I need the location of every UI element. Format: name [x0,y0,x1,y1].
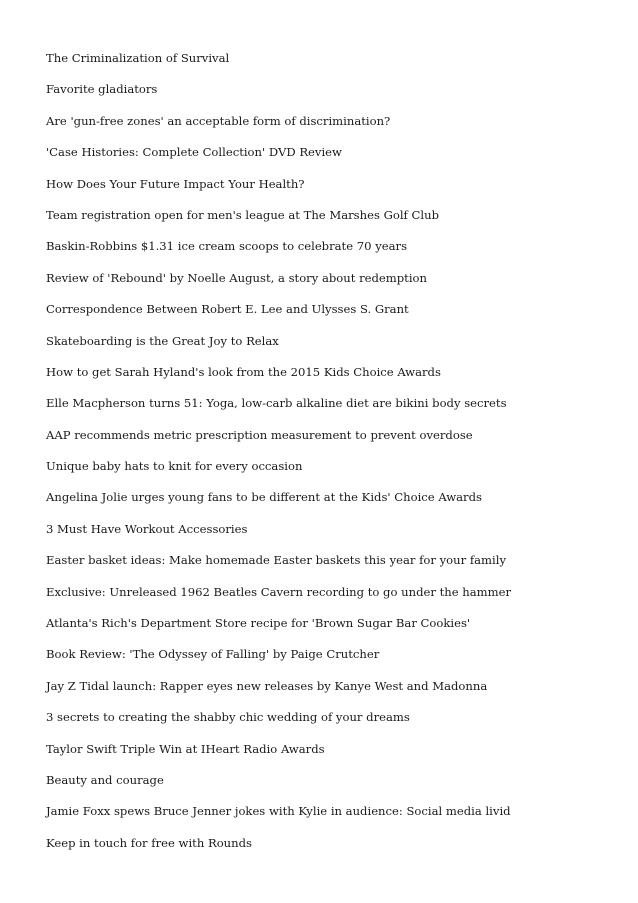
article-title: Favorite gladiators [46,82,158,97]
article-title: 'Case Histories: Complete Collection' DVD Review [46,145,342,160]
article-title: The Criminalization of Survival [46,51,230,65]
article-title: Taylor Swift Triple Win at IHeart Radio Awards [46,741,325,756]
article-title: Skateboarding is the Great Joy to Relax [46,333,279,348]
article-title: Correspondence Between Robert E. Lee and Ulysses S. Grant [46,302,409,317]
article-title: Are 'gun-free zones' an acceptable form of discrimination? [46,113,391,128]
article-title-list [46,48,511,864]
article-title: Unique baby hats to knit for every occasion [46,459,303,474]
article-title: Exclusive: Unreleased 1962 Beatles Cavern recording to go under the hammer [46,584,512,599]
article-title: Angelina Jolie urges young fans to be different at the Kids' Choice Awards [46,490,482,505]
article-title: Review of 'Rebound' by Noelle August, a story about redemption [46,270,427,285]
article-title: Beauty and courage [46,772,164,787]
article-title: Jay Z Tidal launch: Rapper eyes new releases by Kanye West and Madonna [46,678,488,693]
article-title: Atlanta's Rich's Department Store recipe for 'Brown Sugar Bar Cookies' [46,616,471,631]
article-title: Elle Macpherson turns 51: Yoga, low-carb alkaline diet are bikini body secrets [46,396,507,411]
article-title: 3 Must Have Workout Accessories [46,521,248,536]
article-title: Jamie Foxx spews Bruce Jenner jokes with Kylie in audience: Social media livid [46,804,511,819]
article-title: AAP recommends metric prescription measurement to prevent overdose [46,427,473,442]
article-title: How to get Sarah Hyland's look from the 2015 Kids Choice Awards [46,364,441,379]
article-title: Team registration open for men's league at The Marshes Golf Club [46,207,439,222]
article-title: Book Review: 'The Odyssey of Falling' by Paige Crutcher [46,647,380,662]
article-title: How Does Your Future Impact Your Health? [46,176,305,191]
article-title: Easter basket ideas: Make homemade Easter baskets this year for your family [46,553,507,568]
article-title: Keep in touch for free with Rounds [46,835,252,850]
article-title: 3 secrets to creating the shabby chic wedding of your dreams [46,710,410,725]
article-title: Baskin-Robbins $1.31 ice cream scoops to celebrate 70 years [46,239,408,254]
